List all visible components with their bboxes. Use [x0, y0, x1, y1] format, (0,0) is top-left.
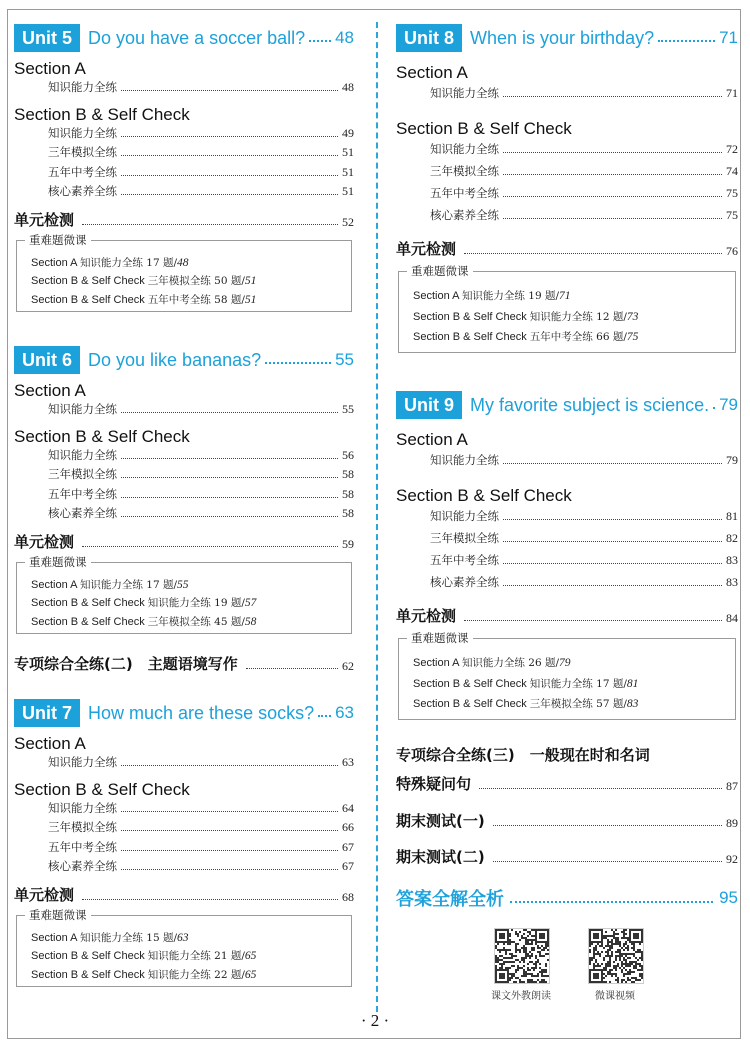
entry-label: 五年中考全练: [48, 486, 117, 501]
final-test-1[interactable]: [396, 809, 738, 831]
dot-leader: [82, 224, 338, 225]
entry-label: 五年中考全练: [430, 186, 499, 200]
dot-leader: [318, 715, 331, 717]
micro-lesson-box: [16, 232, 352, 312]
unit-title: Do you have a soccer ball?: [88, 27, 306, 48]
micro-lesson-section: Section B & Self Check: [413, 310, 527, 323]
dot-leader: [121, 850, 338, 851]
toc-entry[interactable]: [48, 162, 354, 180]
dot-leader: [464, 253, 722, 254]
micro-lesson-item[interactable]: [413, 696, 638, 711]
micro-lesson-page: 71: [559, 290, 571, 302]
toc-entry[interactable]: [48, 181, 354, 199]
entry-label: 核心素养全练: [48, 184, 117, 198]
micro-lesson-title: 重难题微课: [25, 554, 91, 570]
toc-entry[interactable]: [48, 817, 354, 835]
dot-leader: [493, 825, 722, 826]
dot-leader: [121, 458, 338, 459]
toc-entry[interactable]: [48, 752, 354, 770]
micro-lesson-item[interactable]: [413, 288, 571, 303]
entry-label: 核心素养全练: [430, 575, 499, 589]
toc-entry[interactable]: [48, 484, 354, 502]
dot-leader: [121, 175, 338, 176]
micro-lesson-page: 58: [244, 615, 257, 628]
micro-lesson-desc: 知识能力全练 26 题/: [461, 657, 560, 669]
unit-test-page: 52: [342, 214, 354, 229]
toc-entry[interactable]: [430, 572, 738, 590]
unit-page-number: 55: [335, 350, 354, 369]
dot-leader: [121, 155, 338, 156]
unit-title: Do you like bananas?: [88, 349, 262, 370]
toc-entry[interactable]: [48, 77, 354, 95]
qr-code-icon: [495, 929, 549, 983]
special-review-2-page: 62: [342, 659, 354, 673]
unit-page-number: 63: [335, 703, 354, 722]
unit-test-entry[interactable]: [14, 530, 354, 552]
unit-badge: Unit 7: [14, 699, 80, 727]
micro-lesson-desc: 知识能力全练 22 题/: [147, 968, 245, 981]
special-review-3-label-2: 特殊疑问句: [396, 775, 472, 793]
dot-leader: [464, 620, 722, 621]
unit-header[interactable]: [14, 345, 354, 375]
section-b-heading: Section B & Self Check: [396, 119, 572, 138]
dot-leader: [503, 218, 722, 219]
entry-label: 三年模拟全练: [430, 164, 499, 178]
entry-page: 74: [726, 164, 738, 178]
dot-leader: [82, 546, 338, 547]
micro-lesson-desc: 五年中考全练 66 题/: [529, 331, 627, 343]
dot-leader: [121, 869, 338, 870]
toc-entry[interactable]: [48, 123, 354, 141]
dot-leader: [510, 901, 713, 903]
toc-entry[interactable]: [48, 856, 354, 874]
unit-badge: Unit 6: [14, 346, 80, 374]
micro-lesson-desc: 三年模拟全练 57 题/: [529, 698, 627, 710]
entry-label: 知识能力全练: [48, 125, 117, 140]
toc-entry[interactable]: [430, 161, 738, 179]
dot-leader: [121, 830, 338, 831]
final-test-2-page: 92: [726, 852, 738, 866]
toc-entry[interactable]: [48, 464, 354, 482]
dot-leader: [503, 463, 722, 464]
page-number: · 2 ·: [360, 1011, 390, 1030]
micro-lesson-desc: 知识能力全练 19 题/: [461, 290, 560, 302]
entry-page: 71: [726, 86, 738, 100]
unit-page-number: 79: [719, 395, 738, 414]
micro-lesson-item[interactable]: [31, 967, 256, 982]
micro-lesson-desc: 三年模拟全练 50 题/: [147, 275, 245, 287]
section-b-heading: Section B & Self Check: [14, 426, 190, 446]
special-review-3-page: 87: [726, 779, 738, 793]
micro-lesson-page: 51: [244, 293, 257, 306]
unit-header[interactable]: [14, 23, 354, 53]
unit-test-entry[interactable]: [14, 208, 354, 230]
entry-page: 49: [342, 125, 354, 140]
entry-page: 48: [342, 80, 354, 94]
unit-header[interactable]: [396, 23, 738, 53]
dot-leader: [503, 585, 722, 586]
micro-lesson-desc: 三年模拟全练 45 题/: [147, 615, 245, 628]
final-test-2-label: 期末测试(二): [396, 848, 485, 866]
micro-lesson-item[interactable]: [413, 309, 638, 324]
micro-lesson-box: [16, 907, 352, 987]
special-review-3-label: 专项综合全练(三) 一般现在时和名词: [396, 746, 650, 764]
entry-label: 知识能力全练: [48, 80, 117, 94]
toc-entry[interactable]: [430, 83, 738, 101]
unit-test-label: 单元检测: [396, 240, 457, 258]
entry-label: 核心素养全练: [48, 859, 117, 873]
toc-entry[interactable]: [48, 837, 354, 855]
column-divider: [376, 22, 378, 1012]
unit-test-page: 76: [726, 244, 738, 258]
toc-entry[interactable]: [430, 506, 738, 524]
entry-page: 58: [342, 506, 354, 520]
entry-page: 83: [726, 575, 738, 589]
dot-leader: [658, 40, 715, 42]
entry-page: 58: [342, 486, 354, 501]
micro-lesson-page: 73: [626, 310, 639, 323]
dot-leader: [503, 152, 722, 153]
entry-page: 75: [726, 186, 738, 200]
answers-page: 95: [719, 888, 738, 907]
dot-leader: [309, 40, 331, 42]
micro-lesson-item[interactable]: [31, 930, 189, 945]
dot-leader: [121, 497, 338, 498]
answers-entry[interactable]: [396, 885, 738, 911]
section-a-heading: Section A: [14, 59, 86, 78]
toc-entry[interactable]: [430, 139, 738, 157]
entry-label: 知识能力全练: [48, 800, 117, 815]
unit-test-label: 单元检测: [14, 210, 75, 229]
micro-lesson-item[interactable]: [31, 292, 256, 307]
qr-code[interactable]: [494, 928, 550, 984]
dot-leader: [503, 541, 722, 542]
micro-lesson-item[interactable]: [413, 655, 571, 670]
entry-label: 五年中考全练: [48, 164, 117, 179]
unit-page-number: 48: [335, 28, 354, 47]
unit-badge: Unit 5: [14, 24, 80, 52]
entry-label: 三年模拟全练: [48, 145, 117, 159]
entry-page: 82: [726, 531, 738, 545]
entry-label: 五年中考全练: [430, 553, 499, 567]
micro-lesson-section: Section B & Self Check: [413, 677, 527, 690]
entry-page: 51: [342, 164, 354, 179]
qr-code[interactable]: [588, 928, 644, 984]
micro-lesson-section: Section A: [31, 931, 77, 944]
entry-label: 知识能力全练: [48, 755, 117, 769]
special-review-3-line1[interactable]: [396, 743, 738, 765]
micro-lesson-desc: 知识能力全练 15 题/: [79, 931, 178, 944]
entry-page: 83: [726, 553, 738, 567]
micro-lesson-page: 79: [559, 657, 571, 669]
dot-leader: [82, 899, 338, 900]
dot-leader: [121, 765, 338, 766]
micro-lesson-page: 65: [244, 968, 257, 981]
special-review-2-label: 专项综合全练(二) 主题语境写作: [14, 655, 238, 673]
dot-leader: [265, 362, 331, 364]
entry-page: 55: [342, 402, 354, 416]
section-a-heading: Section A: [396, 63, 468, 82]
dot-leader: [713, 407, 715, 409]
micro-lesson-item[interactable]: [31, 255, 189, 270]
entry-page: 51: [342, 145, 354, 159]
special-review-3[interactable]: [396, 772, 738, 794]
entry-label: 三年模拟全练: [48, 820, 117, 834]
dot-leader: [121, 90, 338, 91]
micro-lesson-section: Section B & Self Check: [31, 950, 145, 962]
micro-lesson-box: [16, 554, 352, 634]
micro-lesson-section: Section A: [31, 256, 77, 269]
micro-lesson-section: Section B & Self Check: [31, 615, 145, 628]
dot-leader: [493, 861, 722, 862]
micro-lesson-page: 65: [244, 950, 257, 962]
entry-label: 知识能力全练: [430, 86, 499, 100]
unit-test-entry[interactable]: [14, 883, 354, 905]
entry-label: 知识能力全练: [48, 447, 117, 462]
unit-test-page: 59: [342, 536, 354, 551]
unit-test-label: 单元检测: [14, 885, 75, 904]
micro-lesson-page: 55: [177, 578, 189, 591]
unit-test-label: 单元检测: [14, 532, 75, 551]
toc-entry[interactable]: [430, 205, 738, 223]
micro-lesson-item[interactable]: [31, 614, 256, 629]
toc-entry[interactable]: [430, 183, 738, 201]
entry-page: 64: [342, 800, 354, 815]
unit-test-page: 68: [342, 889, 354, 904]
dot-leader: [503, 96, 722, 97]
dot-leader: [121, 811, 338, 812]
unit-test-page: 84: [726, 611, 738, 625]
unit-badge: Unit 9: [396, 391, 462, 419]
qr-code-icon: [589, 929, 643, 983]
micro-lesson-item[interactable]: [31, 577, 189, 592]
entry-page: 75: [726, 208, 738, 222]
dot-leader: [503, 563, 722, 564]
entry-page: 51: [342, 184, 354, 198]
answers-label: 答案全解全析: [396, 889, 504, 910]
micro-lesson-section: Section B & Self Check: [413, 698, 527, 710]
toc-entry[interactable]: [430, 550, 738, 568]
unit-title: My favorite subject is science.: [470, 394, 710, 415]
toc-entry[interactable]: [48, 503, 354, 521]
toc-entry[interactable]: [430, 528, 738, 546]
micro-lesson-desc: 知识能力全练 19 题/: [147, 597, 245, 609]
entry-label: 核心素养全练: [430, 208, 499, 222]
micro-lesson-box: [398, 264, 736, 353]
entry-page: 81: [726, 509, 738, 523]
entry-label: 五年中考全练: [48, 839, 117, 854]
toc-entry[interactable]: [48, 445, 354, 463]
unit-page-number: 71: [719, 28, 738, 47]
unit-title: How much are these socks?: [88, 702, 315, 723]
micro-lesson-page: 57: [244, 597, 257, 609]
micro-lesson-desc: 知识能力全练 17 题/: [529, 677, 627, 690]
micro-lesson-page: 48: [177, 256, 189, 269]
micro-lesson-page: 63: [177, 931, 189, 944]
toc-entry[interactable]: [48, 798, 354, 816]
entry-label: 三年模拟全练: [430, 531, 499, 545]
micro-lesson-page: 75: [626, 331, 639, 343]
entry-label: 知识能力全练: [430, 142, 499, 156]
unit-header[interactable]: [14, 698, 354, 728]
dot-leader: [479, 788, 722, 789]
micro-lesson-item[interactable]: [31, 273, 256, 288]
section-b-heading: Section B & Self Check: [14, 104, 190, 124]
micro-lesson-desc: 知识能力全练 21 题/: [147, 950, 245, 962]
qr-caption: 微课视频: [595, 991, 635, 1002]
section-b-heading: Section B & Self Check: [14, 779, 190, 799]
dot-leader: [121, 477, 338, 478]
unit-badge: Unit 8: [396, 24, 462, 52]
final-test-1-label: 期末测试(一): [396, 812, 485, 830]
micro-lesson-item[interactable]: [413, 329, 638, 344]
entry-page: 72: [726, 142, 738, 156]
dot-leader: [246, 668, 338, 669]
section-b-heading: Section B & Self Check: [396, 486, 572, 505]
micro-lesson-section: Section B & Self Check: [31, 968, 145, 981]
micro-lesson-section: Section B & Self Check: [413, 331, 527, 343]
micro-lesson-section: Section B & Self Check: [31, 597, 145, 609]
entry-page: 67: [342, 859, 354, 873]
entry-label: 三年模拟全练: [48, 467, 117, 481]
entry-page: 63: [342, 755, 354, 769]
micro-lesson-item[interactable]: [31, 595, 256, 610]
dot-leader: [121, 412, 338, 413]
section-a-heading: Section A: [14, 381, 86, 400]
entry-label: 知识能力全练: [430, 509, 499, 523]
dot-leader: [503, 174, 722, 175]
micro-lesson-section: Section B & Self Check: [31, 293, 145, 306]
micro-lesson-page: 83: [626, 698, 639, 710]
micro-lesson-section: Section A: [413, 657, 459, 669]
final-test-2[interactable]: [396, 845, 738, 867]
unit-title: When is your birthday?: [470, 27, 655, 48]
section-a-heading: Section A: [396, 430, 468, 449]
micro-lesson-title: 重难题微课: [407, 630, 473, 646]
micro-lesson-desc: 知识能力全练 17 题/: [79, 578, 178, 591]
micro-lesson-desc: 知识能力全练 17 题/: [79, 256, 178, 269]
entry-page: 66: [342, 820, 354, 834]
micro-lesson-page: 81: [626, 677, 639, 690]
dot-leader: [121, 194, 338, 195]
unit-test-entry[interactable]: [396, 604, 738, 626]
entry-page: 67: [342, 839, 354, 854]
micro-lesson-section: Section A: [413, 290, 459, 302]
toc-entry[interactable]: [48, 399, 354, 417]
micro-lesson-desc: 五年中考全练 58 题/: [147, 293, 245, 306]
dot-leader: [121, 516, 338, 517]
entry-page: 58: [342, 467, 354, 481]
micro-lesson-page: 51: [244, 275, 257, 287]
dot-leader: [503, 196, 722, 197]
micro-lesson-title: 重难题微课: [407, 263, 473, 279]
dot-leader: [503, 519, 722, 520]
micro-lesson-title: 重难题微课: [25, 232, 91, 248]
dot-leader: [121, 136, 338, 137]
qr-caption: 课文外教朗读: [491, 991, 551, 1002]
micro-lesson-section: Section A: [31, 578, 77, 591]
special-review-2[interactable]: [14, 652, 354, 674]
unit-test-entry[interactable]: [396, 237, 738, 259]
toc-entry[interactable]: [430, 450, 738, 468]
micro-lesson-item[interactable]: [413, 676, 638, 691]
entry-label: 知识能力全练: [48, 402, 117, 416]
micro-lesson-desc: 知识能力全练 12 题/: [529, 310, 627, 323]
entry-page: 56: [342, 447, 354, 462]
micro-lesson-section: Section B & Self Check: [31, 275, 145, 287]
micro-lesson-item[interactable]: [31, 948, 256, 963]
entry-label: 知识能力全练: [430, 453, 499, 467]
micro-lesson-box: [398, 631, 736, 720]
toc-entry[interactable]: [48, 142, 354, 160]
final-test-1-page: 89: [726, 816, 738, 830]
entry-page: 79: [726, 453, 738, 467]
unit-test-label: 单元检测: [396, 607, 457, 625]
entry-label: 核心素养全练: [48, 506, 117, 520]
micro-lesson-title: 重难题微课: [25, 907, 91, 923]
unit-header[interactable]: [396, 390, 738, 420]
section-a-heading: Section A: [14, 734, 86, 753]
